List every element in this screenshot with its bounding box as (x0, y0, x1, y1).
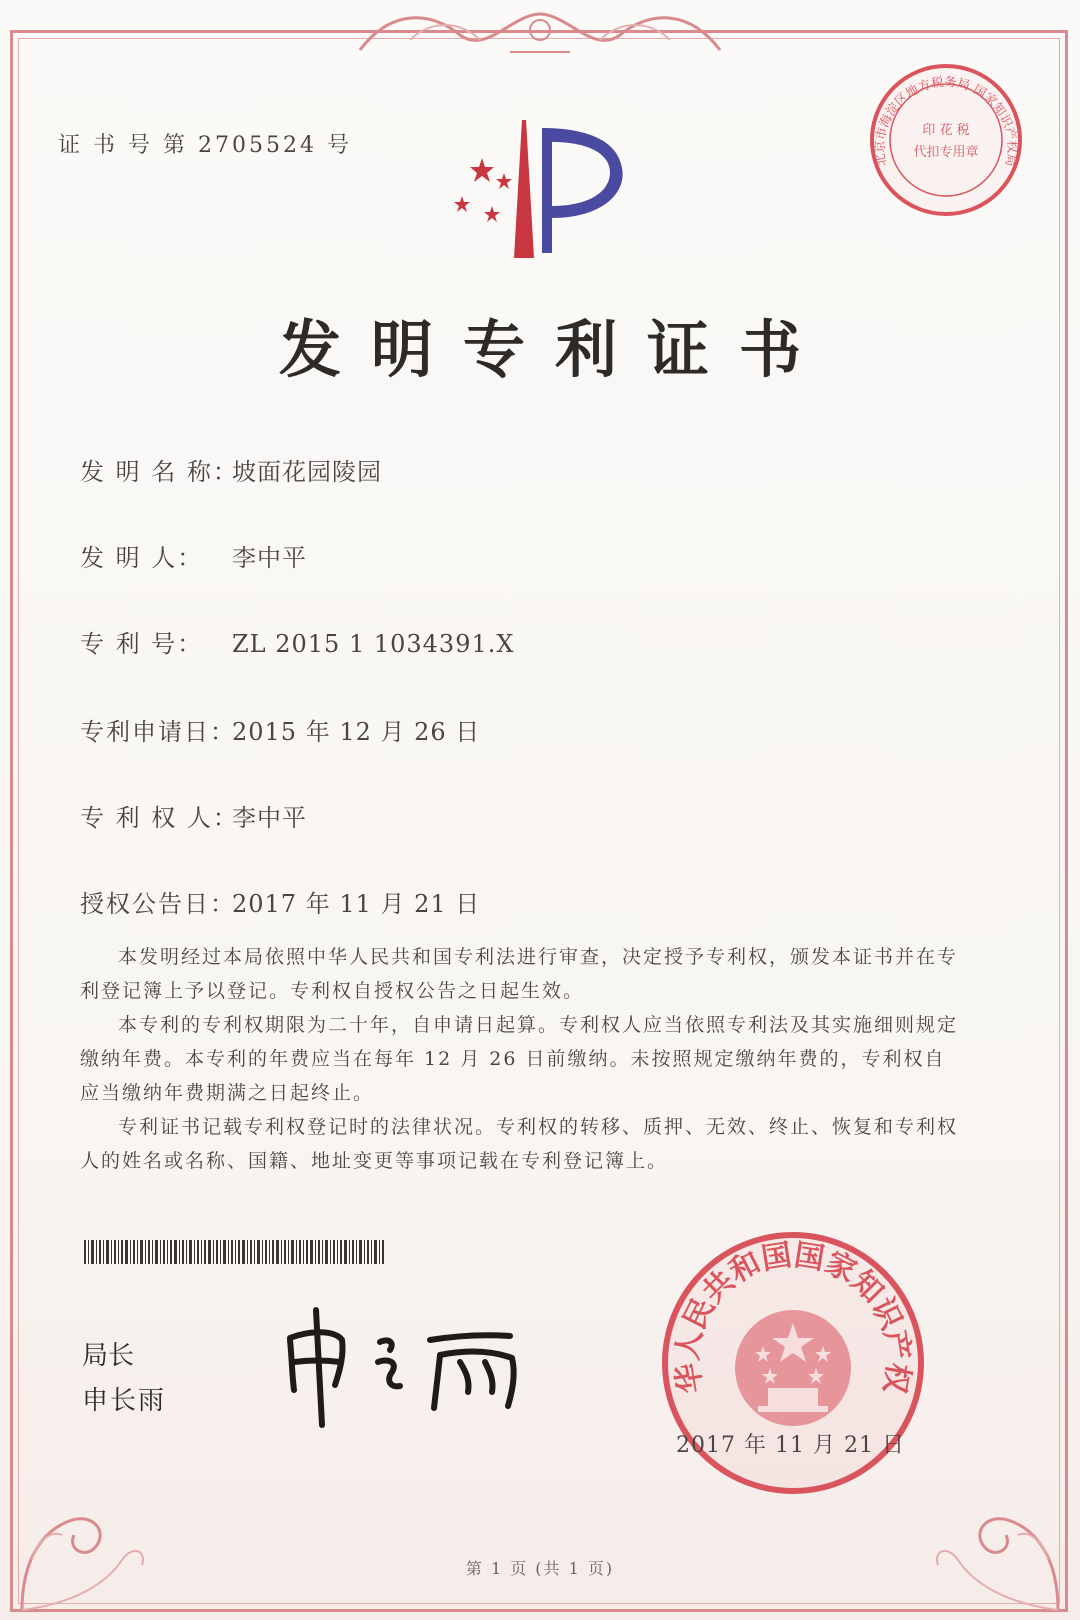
field-label: 专利申请日： (80, 718, 236, 746)
field-grant-date (80, 884, 480, 919)
body-paragraph: 专利证书记载专利权登记时的法律状况。专利权的转移、质押、无效、终止、恢复和专利权人的姓名或名称、国籍、地址变更等事项记载在专利登记簿上。 (80, 1116, 959, 1172)
field-inventor (80, 538, 307, 573)
body-paragraph: 本发明经过本局依照中华人民共和国专利法进行审查，决定授予专利权，颁发本证书并在专利登记簿上予以登记。专利权自授权公告之日起生效。 (80, 946, 959, 1002)
cnipa-logo-icon (452, 118, 632, 267)
official-seal (658, 1228, 928, 1502)
signatory-title: 局长 (82, 1341, 135, 1371)
field-value: ZL 2015 1 1034391.X (232, 630, 515, 658)
field-patentee (80, 798, 307, 833)
field-value: 2017 年 11 月 21 日 (232, 890, 481, 918)
field-value: 李中平 (232, 544, 307, 572)
field-label: 授权公告日： (80, 890, 236, 918)
barcode (84, 1240, 384, 1268)
field-value: 坡面花园陵园 (232, 458, 382, 486)
certificate-body (80, 940, 960, 1178)
field-label: 发 明 名 称： (80, 458, 239, 486)
handwritten-signature (280, 1300, 540, 1434)
page-indicator: 第 1 页 (共 1 页) (465, 1559, 615, 1578)
seal-text-large: 华人民共和国国家知识产权 (670, 1237, 916, 1396)
field-label: 发 明 人： (80, 544, 204, 572)
top-ornament (350, 0, 730, 62)
field-invention-name (80, 452, 382, 487)
seal-center-line-2: 代扣专用章 (913, 145, 979, 160)
bottom-right-ornament (928, 1440, 1068, 1615)
field-label: 专 利 号： (80, 630, 204, 658)
issue-date: 2017 年 11 月 21 日 (676, 1433, 905, 1458)
field-application-date (80, 712, 480, 747)
seal-text-small: 北京市海淀区地方税务局 国家知识产权局 (871, 73, 1021, 168)
field-value: 李中平 (232, 804, 307, 832)
national-emblem-icon (735, 1310, 851, 1426)
signatory-name: 申长雨 (82, 1386, 167, 1416)
bottom-left-ornament (12, 1440, 152, 1615)
field-label: 专 利 权 人： (80, 804, 239, 832)
field-value: 2015 年 12 月 26 日 (232, 718, 481, 746)
body-paragraph: 本专利的专利权期限为二十年，自申请日起算。专利权人应当依照专利法及其实施细则规定缴纳年费。本专利的年费应当在每年 12 月 26 日前缴纳。未按照规定缴纳年费的，专利权自应当缴纳年费期满之日起终止。 (80, 1014, 959, 1104)
document-title: 发明专利证书 (278, 313, 831, 386)
stamp-tax-seal (866, 60, 1026, 224)
field-patent-number (80, 624, 514, 659)
seal-center-line-1: 印 花 税 (922, 123, 970, 138)
certificate-number: 证 书 号 第 2705524 号 (58, 133, 352, 158)
